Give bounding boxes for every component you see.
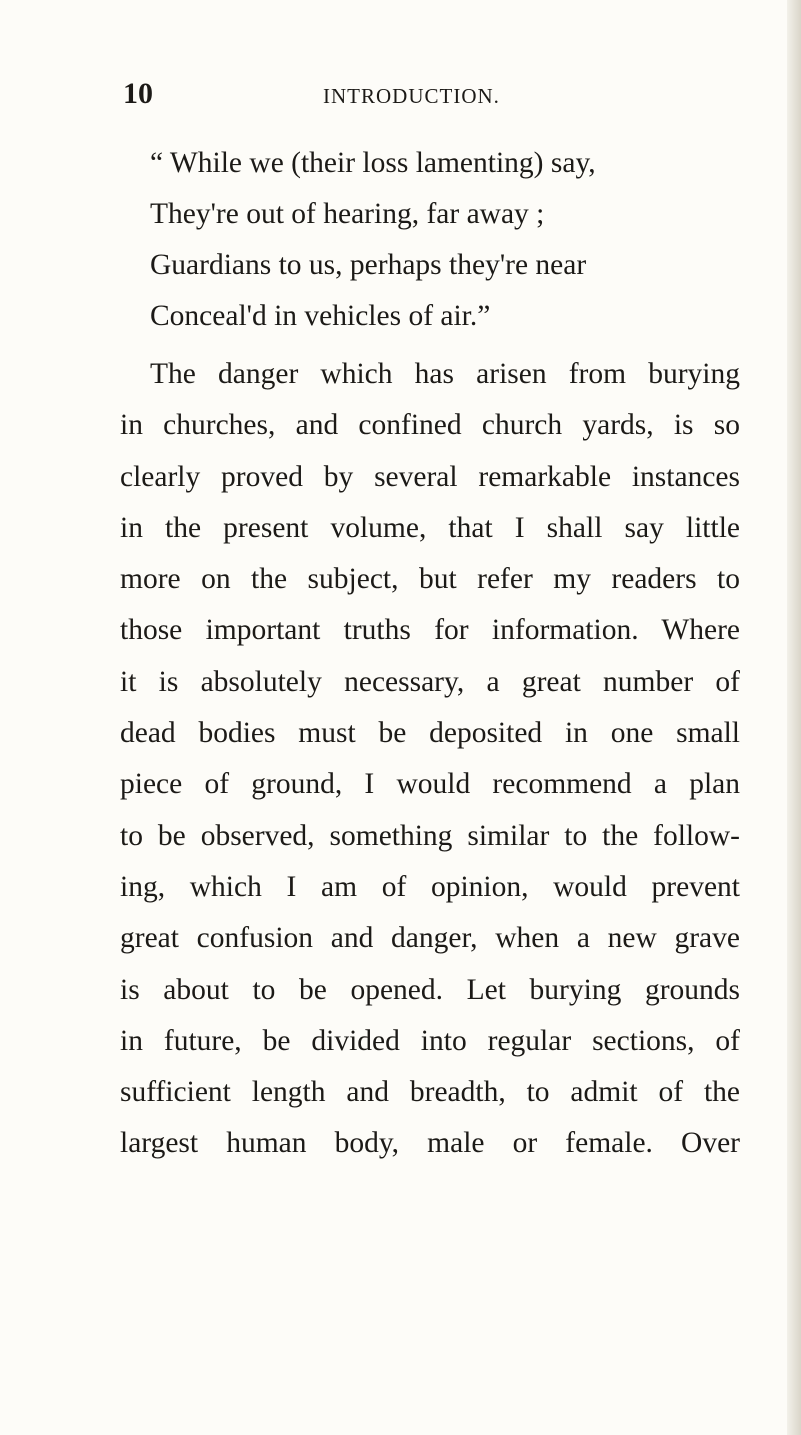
paragraph-line: is about to be opened. Let burying grounds: [120, 973, 740, 1006]
paragraph-line: it is absolutely necessary, a great number of: [120, 665, 740, 698]
paragraph-line: dead bodies must be deposited in one small: [120, 717, 740, 750]
paragraph-line: clearly proved by several remarkable instances: [120, 460, 740, 493]
paragraph-line: in churches, and confined church yards, is so: [120, 409, 740, 442]
paragraph-line: more on the subject, but refer my readers to: [120, 563, 740, 596]
verse-line: Conceal'd in vehicles of air.”: [150, 300, 491, 332]
page-edge-shadow: [787, 0, 801, 1435]
verse-line: Guardians to us, perhaps they're near: [150, 249, 587, 281]
paragraph-line: those important truths for information. Where: [120, 614, 740, 647]
running-title: INTRODUCTION.: [323, 84, 500, 108]
verse-quotation: [150, 138, 750, 342]
paragraph-line: in future, be divided into regular sections, of: [120, 1024, 740, 1057]
body-paragraph: [120, 349, 740, 1170]
paragraph-line: piece of ground, I would recommend a plan: [120, 768, 740, 801]
page-number: 10: [123, 77, 153, 110]
paragraph-line: ing, which I am of opinion, would prevent: [120, 870, 740, 903]
paragraph-line: to be observed, something similar to the follow-: [120, 819, 740, 852]
verse-line: “ While we (their loss lamenting) say,: [150, 147, 596, 179]
running-header: [0, 76, 801, 116]
paragraph-line: in the present volume, that I shall say little: [120, 511, 740, 544]
paragraph-line: largest human body, male or female. Over: [120, 1127, 740, 1160]
paragraph-line: sufficient length and breadth, to admit of the: [120, 1076, 740, 1109]
paragraph-line: great confusion and danger, when a new grave: [120, 922, 740, 955]
verse-line: They're out of hearing, far away ;: [150, 198, 545, 230]
paragraph-line: The danger which has arisen from burying: [150, 358, 740, 390]
